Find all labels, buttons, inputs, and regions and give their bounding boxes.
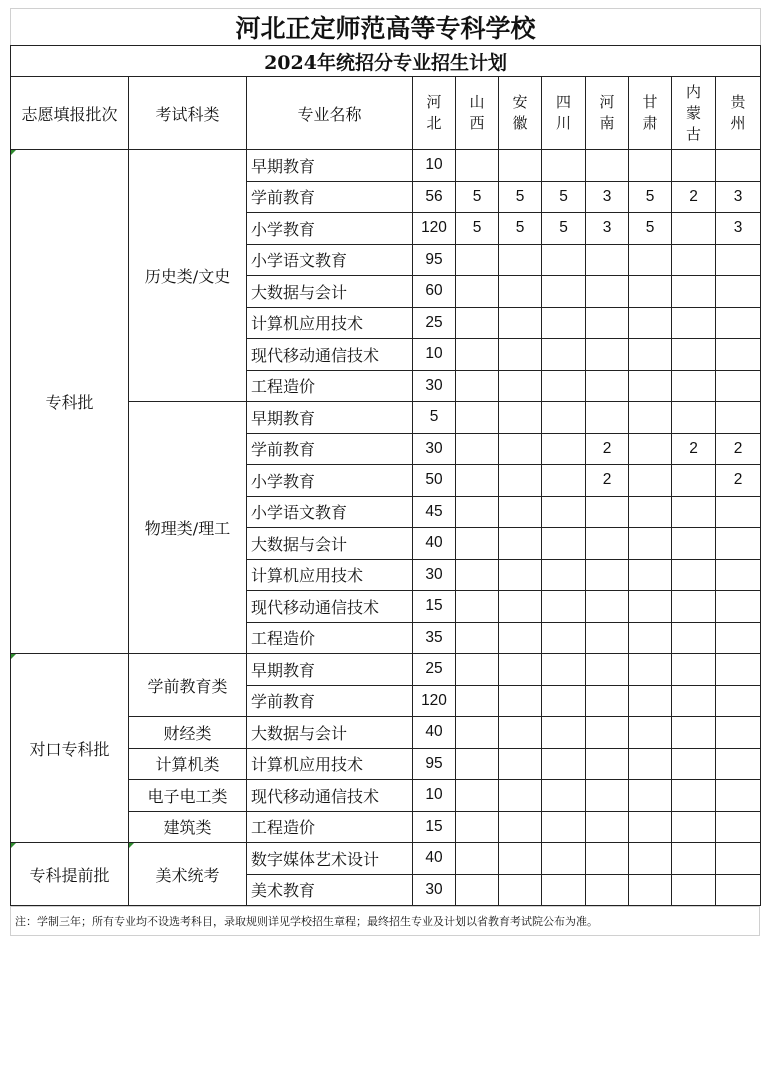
quota-cell bbox=[499, 874, 542, 906]
quota-cell bbox=[542, 276, 586, 308]
quota-cell: 30 bbox=[413, 559, 456, 591]
quota-cell bbox=[672, 370, 716, 402]
quota-cell bbox=[716, 780, 761, 812]
quota-cell bbox=[456, 654, 499, 686]
quota-cell bbox=[629, 339, 672, 371]
quota-cell: 2 bbox=[672, 433, 716, 465]
quota-cell bbox=[672, 811, 716, 843]
quota-cell bbox=[456, 276, 499, 308]
quota-cell bbox=[629, 150, 672, 182]
quota-cell bbox=[716, 496, 761, 528]
quota-cell: 5 bbox=[456, 213, 499, 245]
category-cell: 财经类 bbox=[129, 717, 247, 749]
quota-cell: 15 bbox=[413, 811, 456, 843]
major-name-cell: 现代移动通信技术 bbox=[247, 591, 413, 623]
quota-cell bbox=[586, 276, 629, 308]
quota-cell: 3 bbox=[716, 213, 761, 245]
quota-cell bbox=[586, 654, 629, 686]
quota-cell bbox=[542, 150, 586, 182]
quota-cell bbox=[586, 591, 629, 623]
quota-cell: 15 bbox=[413, 591, 456, 623]
quota-cell bbox=[499, 276, 542, 308]
header-province: 四 川 bbox=[542, 77, 586, 150]
quota-cell: 5 bbox=[542, 181, 586, 213]
quota-cell bbox=[456, 150, 499, 182]
quota-cell bbox=[499, 528, 542, 560]
quota-cell bbox=[456, 496, 499, 528]
quota-cell bbox=[499, 402, 542, 434]
quota-cell bbox=[499, 150, 542, 182]
major-name-cell: 计算机应用技术 bbox=[247, 559, 413, 591]
quota-cell bbox=[629, 433, 672, 465]
major-name-cell: 小学教育 bbox=[247, 465, 413, 497]
major-name-cell: 早期教育 bbox=[247, 150, 413, 182]
quota-cell: 95 bbox=[413, 244, 456, 276]
quota-cell bbox=[456, 528, 499, 560]
quota-cell bbox=[542, 811, 586, 843]
quota-cell bbox=[586, 370, 629, 402]
quota-cell bbox=[716, 717, 761, 749]
table-row bbox=[11, 654, 761, 686]
quota-cell bbox=[716, 307, 761, 339]
quota-cell bbox=[629, 843, 672, 875]
quota-cell bbox=[586, 748, 629, 780]
quota-cell bbox=[716, 874, 761, 906]
quota-cell bbox=[542, 402, 586, 434]
quota-cell bbox=[586, 811, 629, 843]
quota-cell bbox=[716, 748, 761, 780]
quota-cell bbox=[629, 465, 672, 497]
quota-cell bbox=[542, 591, 586, 623]
quota-cell bbox=[629, 307, 672, 339]
quota-cell: 2 bbox=[672, 181, 716, 213]
quota-cell bbox=[456, 339, 499, 371]
quota-cell bbox=[672, 276, 716, 308]
quota-cell bbox=[499, 244, 542, 276]
quota-cell bbox=[456, 591, 499, 623]
major-name-cell: 计算机应用技术 bbox=[247, 748, 413, 780]
quota-cell bbox=[716, 528, 761, 560]
quota-cell bbox=[456, 307, 499, 339]
quota-cell bbox=[456, 874, 499, 906]
quota-cell bbox=[499, 433, 542, 465]
quota-cell bbox=[586, 843, 629, 875]
quota-cell bbox=[672, 748, 716, 780]
quota-cell bbox=[499, 843, 542, 875]
quota-cell: 3 bbox=[586, 181, 629, 213]
quota-cell bbox=[716, 811, 761, 843]
quota-cell: 5 bbox=[499, 213, 542, 245]
quota-cell: 2 bbox=[716, 433, 761, 465]
quota-cell bbox=[716, 150, 761, 182]
quota-cell: 30 bbox=[413, 874, 456, 906]
quota-cell: 5 bbox=[499, 181, 542, 213]
major-name-cell: 大数据与会计 bbox=[247, 528, 413, 560]
quota-cell bbox=[672, 874, 716, 906]
quota-cell: 40 bbox=[413, 843, 456, 875]
header-province: 贵 州 bbox=[716, 77, 761, 150]
quota-cell bbox=[672, 843, 716, 875]
quota-cell bbox=[629, 748, 672, 780]
quota-cell: 3 bbox=[716, 181, 761, 213]
quota-cell: 5 bbox=[629, 213, 672, 245]
quota-cell bbox=[542, 685, 586, 717]
quota-cell: 40 bbox=[413, 528, 456, 560]
quota-cell bbox=[499, 307, 542, 339]
quota-cell: 10 bbox=[413, 339, 456, 371]
quota-cell bbox=[456, 402, 499, 434]
quota-cell: 30 bbox=[413, 370, 456, 402]
quota-cell: 25 bbox=[413, 654, 456, 686]
category-cell: 建筑类 bbox=[129, 811, 247, 843]
quota-cell bbox=[456, 622, 499, 654]
quota-cell: 10 bbox=[413, 150, 456, 182]
quota-cell: 60 bbox=[413, 276, 456, 308]
category-cell: 历史类/文史 bbox=[129, 150, 247, 402]
major-name-cell: 美术教育 bbox=[247, 874, 413, 906]
quota-cell bbox=[499, 559, 542, 591]
quota-cell bbox=[499, 370, 542, 402]
quota-cell bbox=[456, 843, 499, 875]
quota-cell bbox=[542, 433, 586, 465]
quota-cell bbox=[542, 528, 586, 560]
batch-cell: 对口专科批 bbox=[11, 654, 129, 843]
quota-cell bbox=[672, 780, 716, 812]
major-name-cell: 小学语文教育 bbox=[247, 496, 413, 528]
quota-cell bbox=[542, 654, 586, 686]
quota-cell bbox=[586, 780, 629, 812]
footnote-table bbox=[10, 906, 760, 936]
quota-cell bbox=[629, 559, 672, 591]
quota-cell bbox=[629, 717, 672, 749]
category-cell: 物理类/理工 bbox=[129, 402, 247, 654]
quota-cell bbox=[586, 559, 629, 591]
header-row bbox=[11, 77, 761, 150]
major-name-cell: 学前教育 bbox=[247, 181, 413, 213]
category-cell: 美术统考 bbox=[129, 843, 247, 906]
quota-cell bbox=[456, 685, 499, 717]
batch-cell: 专科批 bbox=[11, 150, 129, 654]
quota-cell bbox=[672, 307, 716, 339]
quota-cell bbox=[716, 276, 761, 308]
major-name-cell: 大数据与会计 bbox=[247, 276, 413, 308]
quota-cell bbox=[456, 811, 499, 843]
quota-cell: 95 bbox=[413, 748, 456, 780]
quota-cell: 30 bbox=[413, 433, 456, 465]
quota-cell bbox=[542, 717, 586, 749]
header-province: 安 徽 bbox=[499, 77, 542, 150]
quota-cell bbox=[716, 402, 761, 434]
quota-cell bbox=[542, 465, 586, 497]
quota-cell bbox=[542, 843, 586, 875]
quota-cell bbox=[629, 402, 672, 434]
quota-cell bbox=[629, 528, 672, 560]
header-major: 专业名称 bbox=[247, 77, 413, 150]
header-province: 甘 肃 bbox=[629, 77, 672, 150]
major-name-cell: 工程造价 bbox=[247, 622, 413, 654]
quota-cell bbox=[672, 528, 716, 560]
table-row bbox=[11, 150, 761, 182]
major-name-cell: 小学教育 bbox=[247, 213, 413, 245]
quota-cell bbox=[672, 717, 716, 749]
quota-cell: 45 bbox=[413, 496, 456, 528]
quota-cell bbox=[716, 622, 761, 654]
table-subtitle: 2024年统招分专业招生计划 bbox=[11, 46, 761, 77]
quota-cell: 2 bbox=[586, 433, 629, 465]
quota-cell bbox=[586, 402, 629, 434]
quota-cell bbox=[672, 213, 716, 245]
quota-cell: 120 bbox=[413, 685, 456, 717]
quota-cell bbox=[716, 591, 761, 623]
quota-cell bbox=[542, 622, 586, 654]
quota-cell: 10 bbox=[413, 780, 456, 812]
major-name-cell: 大数据与会计 bbox=[247, 717, 413, 749]
quota-cell bbox=[672, 591, 716, 623]
quota-cell bbox=[456, 370, 499, 402]
quota-cell: 2 bbox=[586, 465, 629, 497]
quota-cell bbox=[542, 748, 586, 780]
quota-cell bbox=[629, 811, 672, 843]
quota-cell bbox=[672, 654, 716, 686]
quota-cell bbox=[716, 339, 761, 371]
quota-cell bbox=[672, 685, 716, 717]
quota-cell bbox=[499, 591, 542, 623]
header-province: 山 西 bbox=[456, 77, 499, 150]
quota-cell bbox=[672, 150, 716, 182]
quota-cell bbox=[629, 370, 672, 402]
major-name-cell: 早期教育 bbox=[247, 654, 413, 686]
quota-cell bbox=[716, 244, 761, 276]
quota-cell bbox=[499, 339, 542, 371]
quota-cell: 25 bbox=[413, 307, 456, 339]
quota-cell bbox=[456, 244, 499, 276]
quota-cell bbox=[586, 717, 629, 749]
quota-cell bbox=[499, 717, 542, 749]
quota-cell bbox=[456, 748, 499, 780]
quota-cell bbox=[672, 559, 716, 591]
quota-cell bbox=[586, 496, 629, 528]
quota-cell bbox=[629, 496, 672, 528]
quota-cell bbox=[456, 780, 499, 812]
quota-cell bbox=[456, 559, 499, 591]
quota-cell: 50 bbox=[413, 465, 456, 497]
quota-cell bbox=[586, 307, 629, 339]
quota-cell bbox=[456, 717, 499, 749]
quota-cell bbox=[586, 622, 629, 654]
quota-cell bbox=[456, 433, 499, 465]
quota-cell: 40 bbox=[413, 717, 456, 749]
quota-cell: 5 bbox=[542, 213, 586, 245]
quota-cell bbox=[629, 244, 672, 276]
category-cell: 电子电工类 bbox=[129, 780, 247, 812]
quota-cell bbox=[586, 685, 629, 717]
header-province: 河 南 bbox=[586, 77, 629, 150]
major-name-cell: 学前教育 bbox=[247, 685, 413, 717]
quota-cell: 3 bbox=[586, 213, 629, 245]
quota-cell bbox=[629, 622, 672, 654]
quota-cell bbox=[586, 874, 629, 906]
quota-cell bbox=[499, 748, 542, 780]
quota-cell: 5 bbox=[629, 181, 672, 213]
quota-cell bbox=[499, 465, 542, 497]
header-category: 考试科类 bbox=[129, 77, 247, 150]
quota-cell bbox=[586, 528, 629, 560]
header-province: 内 蒙 古 bbox=[672, 77, 716, 150]
quota-cell bbox=[629, 685, 672, 717]
quota-cell bbox=[499, 685, 542, 717]
quota-cell: 5 bbox=[456, 181, 499, 213]
quota-cell bbox=[499, 780, 542, 812]
quota-cell bbox=[499, 622, 542, 654]
quota-cell bbox=[542, 559, 586, 591]
quota-cell bbox=[629, 276, 672, 308]
major-name-cell: 现代移动通信技术 bbox=[247, 339, 413, 371]
quota-cell bbox=[542, 780, 586, 812]
category-cell: 学前教育类 bbox=[129, 654, 247, 717]
major-name-cell: 学前教育 bbox=[247, 433, 413, 465]
quota-cell bbox=[672, 339, 716, 371]
category-cell: 计算机类 bbox=[129, 748, 247, 780]
major-name-cell: 早期教育 bbox=[247, 402, 413, 434]
quota-cell bbox=[716, 370, 761, 402]
major-name-cell: 现代移动通信技术 bbox=[247, 780, 413, 812]
quota-cell bbox=[672, 465, 716, 497]
quota-cell: 120 bbox=[413, 213, 456, 245]
quota-cell bbox=[542, 370, 586, 402]
quota-cell bbox=[542, 496, 586, 528]
table-row bbox=[11, 843, 761, 875]
quota-cell bbox=[716, 685, 761, 717]
quota-cell: 56 bbox=[413, 181, 456, 213]
quota-cell: 2 bbox=[716, 465, 761, 497]
quota-cell bbox=[629, 654, 672, 686]
major-name-cell: 工程造价 bbox=[247, 370, 413, 402]
major-name-cell: 工程造价 bbox=[247, 811, 413, 843]
quota-cell bbox=[499, 654, 542, 686]
quota-cell bbox=[586, 339, 629, 371]
quota-cell bbox=[629, 780, 672, 812]
major-name-cell: 数字媒体艺术设计 bbox=[247, 843, 413, 875]
major-name-cell: 小学语文教育 bbox=[247, 244, 413, 276]
quota-cell: 5 bbox=[413, 402, 456, 434]
header-province: 河 北 bbox=[413, 77, 456, 150]
quota-cell bbox=[629, 591, 672, 623]
quota-cell bbox=[672, 402, 716, 434]
enrollment-plan-sheet bbox=[10, 8, 760, 936]
page-title: 河北正定师范高等专科学校 bbox=[11, 9, 761, 46]
quota-cell bbox=[542, 244, 586, 276]
quota-cell bbox=[499, 496, 542, 528]
quota-cell bbox=[542, 874, 586, 906]
quota-cell bbox=[586, 244, 629, 276]
quota-cell bbox=[586, 150, 629, 182]
quota-cell bbox=[499, 811, 542, 843]
quota-cell bbox=[672, 622, 716, 654]
quota-cell bbox=[716, 843, 761, 875]
quota-cell bbox=[542, 307, 586, 339]
footnote: 注：学制三年；所有专业均不设选考科目，录取规则详见学校招生章程；最终招生专业及计划以省教育考试院公布为准。 bbox=[11, 907, 760, 936]
quota-cell: 35 bbox=[413, 622, 456, 654]
quota-cell bbox=[629, 874, 672, 906]
quota-cell bbox=[716, 559, 761, 591]
batch-cell: 专科提前批 bbox=[11, 843, 129, 906]
quota-cell bbox=[542, 339, 586, 371]
enrollment-plan-table bbox=[10, 8, 761, 906]
quota-cell bbox=[672, 244, 716, 276]
header-batch: 志愿填报批次 bbox=[11, 77, 129, 150]
quota-cell bbox=[456, 465, 499, 497]
major-name-cell: 计算机应用技术 bbox=[247, 307, 413, 339]
quota-cell bbox=[716, 654, 761, 686]
quota-cell bbox=[672, 496, 716, 528]
